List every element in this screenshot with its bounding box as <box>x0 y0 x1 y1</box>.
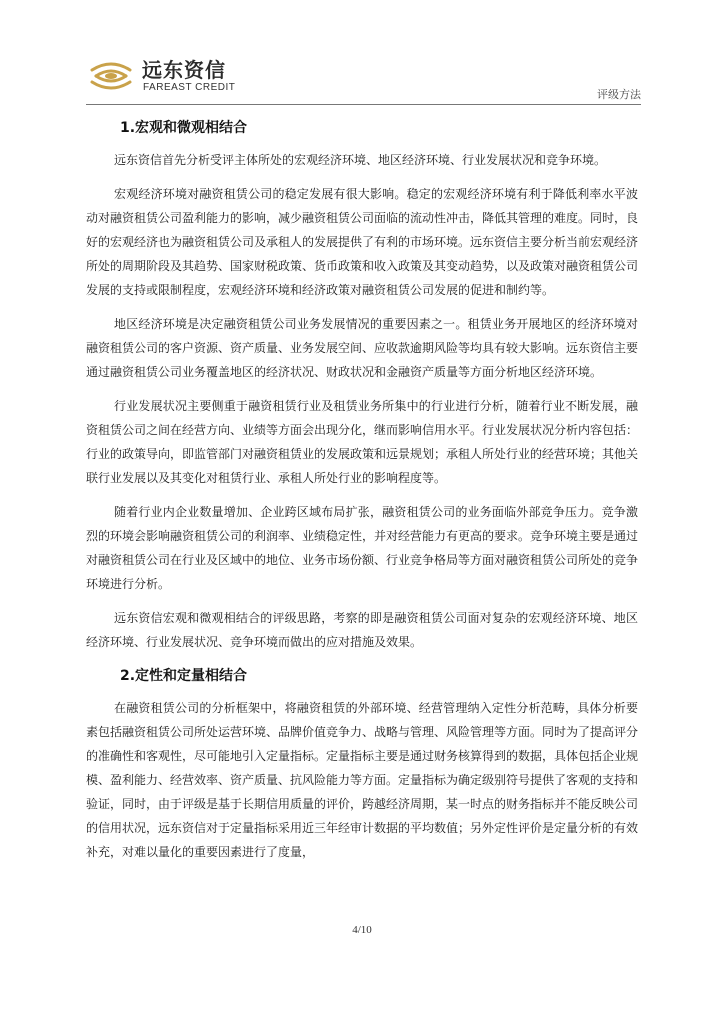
section-heading-2: 2.定性和定量相结合 <box>120 668 248 684</box>
header-divider <box>86 104 641 105</box>
brand-name-cn: 远东资信 <box>142 58 226 82</box>
paragraph: 在融资租赁公司的分析框架中，将融资租赁的外部环境、经营管理纳入定性分析范畴，具体分析要素包括融资租赁公司所处运营环境、品牌价值竞争力、战略与管理、风险管理等方面。同时为了提高评分的准确性和客观性，尽可能地引入定量指标。定量指标主要是通过财务核算得到的数据，具体包括企业规模、盈利能力、经营效率、资产质量、抗风险能力等方面。定量指标为确定级别符号提供了客观的支持和验证，同时，由于评级是基于长期信用质量的评价，跨越经济周期，某一时点的财务指标并不能反映公司的信用状况，远东资信对于定量指标采用近三年经审计数据的平均数值；另外定性评价是定量分析的有效补充，对难以量化的重要因素进行了度量， <box>86 701 639 859</box>
paragraph: 远东资信首先分析受评主体所处的宏观经济环境、地区经济环境、行业发展状况和竞争环境。 <box>114 153 607 167</box>
paragraph: 远东资信宏观和微观相结合的评级思路，考察的即是融资租赁公司面对复杂的宏观经济环境、地区经济环境、行业发展状况、竞争环境而做出的应对措施及效果。 <box>86 611 638 649</box>
paragraph: 宏观经济环境对融资租赁公司的稳定发展有很大影响。稳定的宏观经济环境有利于降低利率水平波动对融资租赁公司盈利能力的影响，减少融资租赁公司面临的流动性冲击，降低其管理的难度。同时，良好的宏观经济也为融资租赁公司及承租人的发展提供了有利的市场环境。远东资信主要分析当前宏观经济所处的周期阶段及其趋势、国家财税政策、货币政策和收入政策及其变动趋势，以及政策对融资租赁公司发展的支持或限制程度，宏观经济环境和经济政策对融资租赁公司发展的促进和制约等。 <box>86 187 639 297</box>
document-body <box>86 116 638 874</box>
paragraph: 地区经济环境是决定融资租赁公司业务发展情况的重要因素之一。租赁业务开展地区的经济环境对融资租赁公司的客户资源、资产质量、业务发展空间、应收款逾期风险等均具有较大影响。远东资信主要通过融资租赁公司业务覆盖地区的经济状况、财政状况和金融资产质量等方面分析地区经济环境。 <box>86 317 639 379</box>
paragraph: 随着行业内企业数量增加、企业跨区域布局扩张，融资租赁公司的业务面临外部竞争压力。竞争激烈的环境会影响融资租赁公司的利润率、业绩稳定性，并对经营能力有更高的要求。竞争环境主要是通过对融资租赁公司在行业及区域中的地位、业务市场份额、行业竞争格局等方面对融资租赁公司所处的竞争环境进行分析。 <box>86 505 639 591</box>
paragraph: 行业发展状况主要侧重于融资租赁行业及租赁业务所集中的行业进行分析，随着行业不断发展，融资租赁公司之间在经营方向、业绩等方面会出现分化，继而影响信用水平。行业发展状况分析内容包括：行业的政策导向，即监管部门对融资租赁业的发展政策和远景规划；承租人所处行业的经营环境；其他关联行业发展以及其变化对租赁行业、承租人所处行业的影响程度等。 <box>86 399 639 485</box>
fareast-credit-logo-icon <box>86 56 136 96</box>
brand-name-en: FAREAST CREDIT <box>143 82 236 93</box>
section-heading-1: 1.宏观和微观相结合 <box>120 120 248 136</box>
section-label: 评级方法 <box>597 88 641 101</box>
page-number: 4/10 <box>352 924 372 936</box>
page-header <box>86 50 641 104</box>
